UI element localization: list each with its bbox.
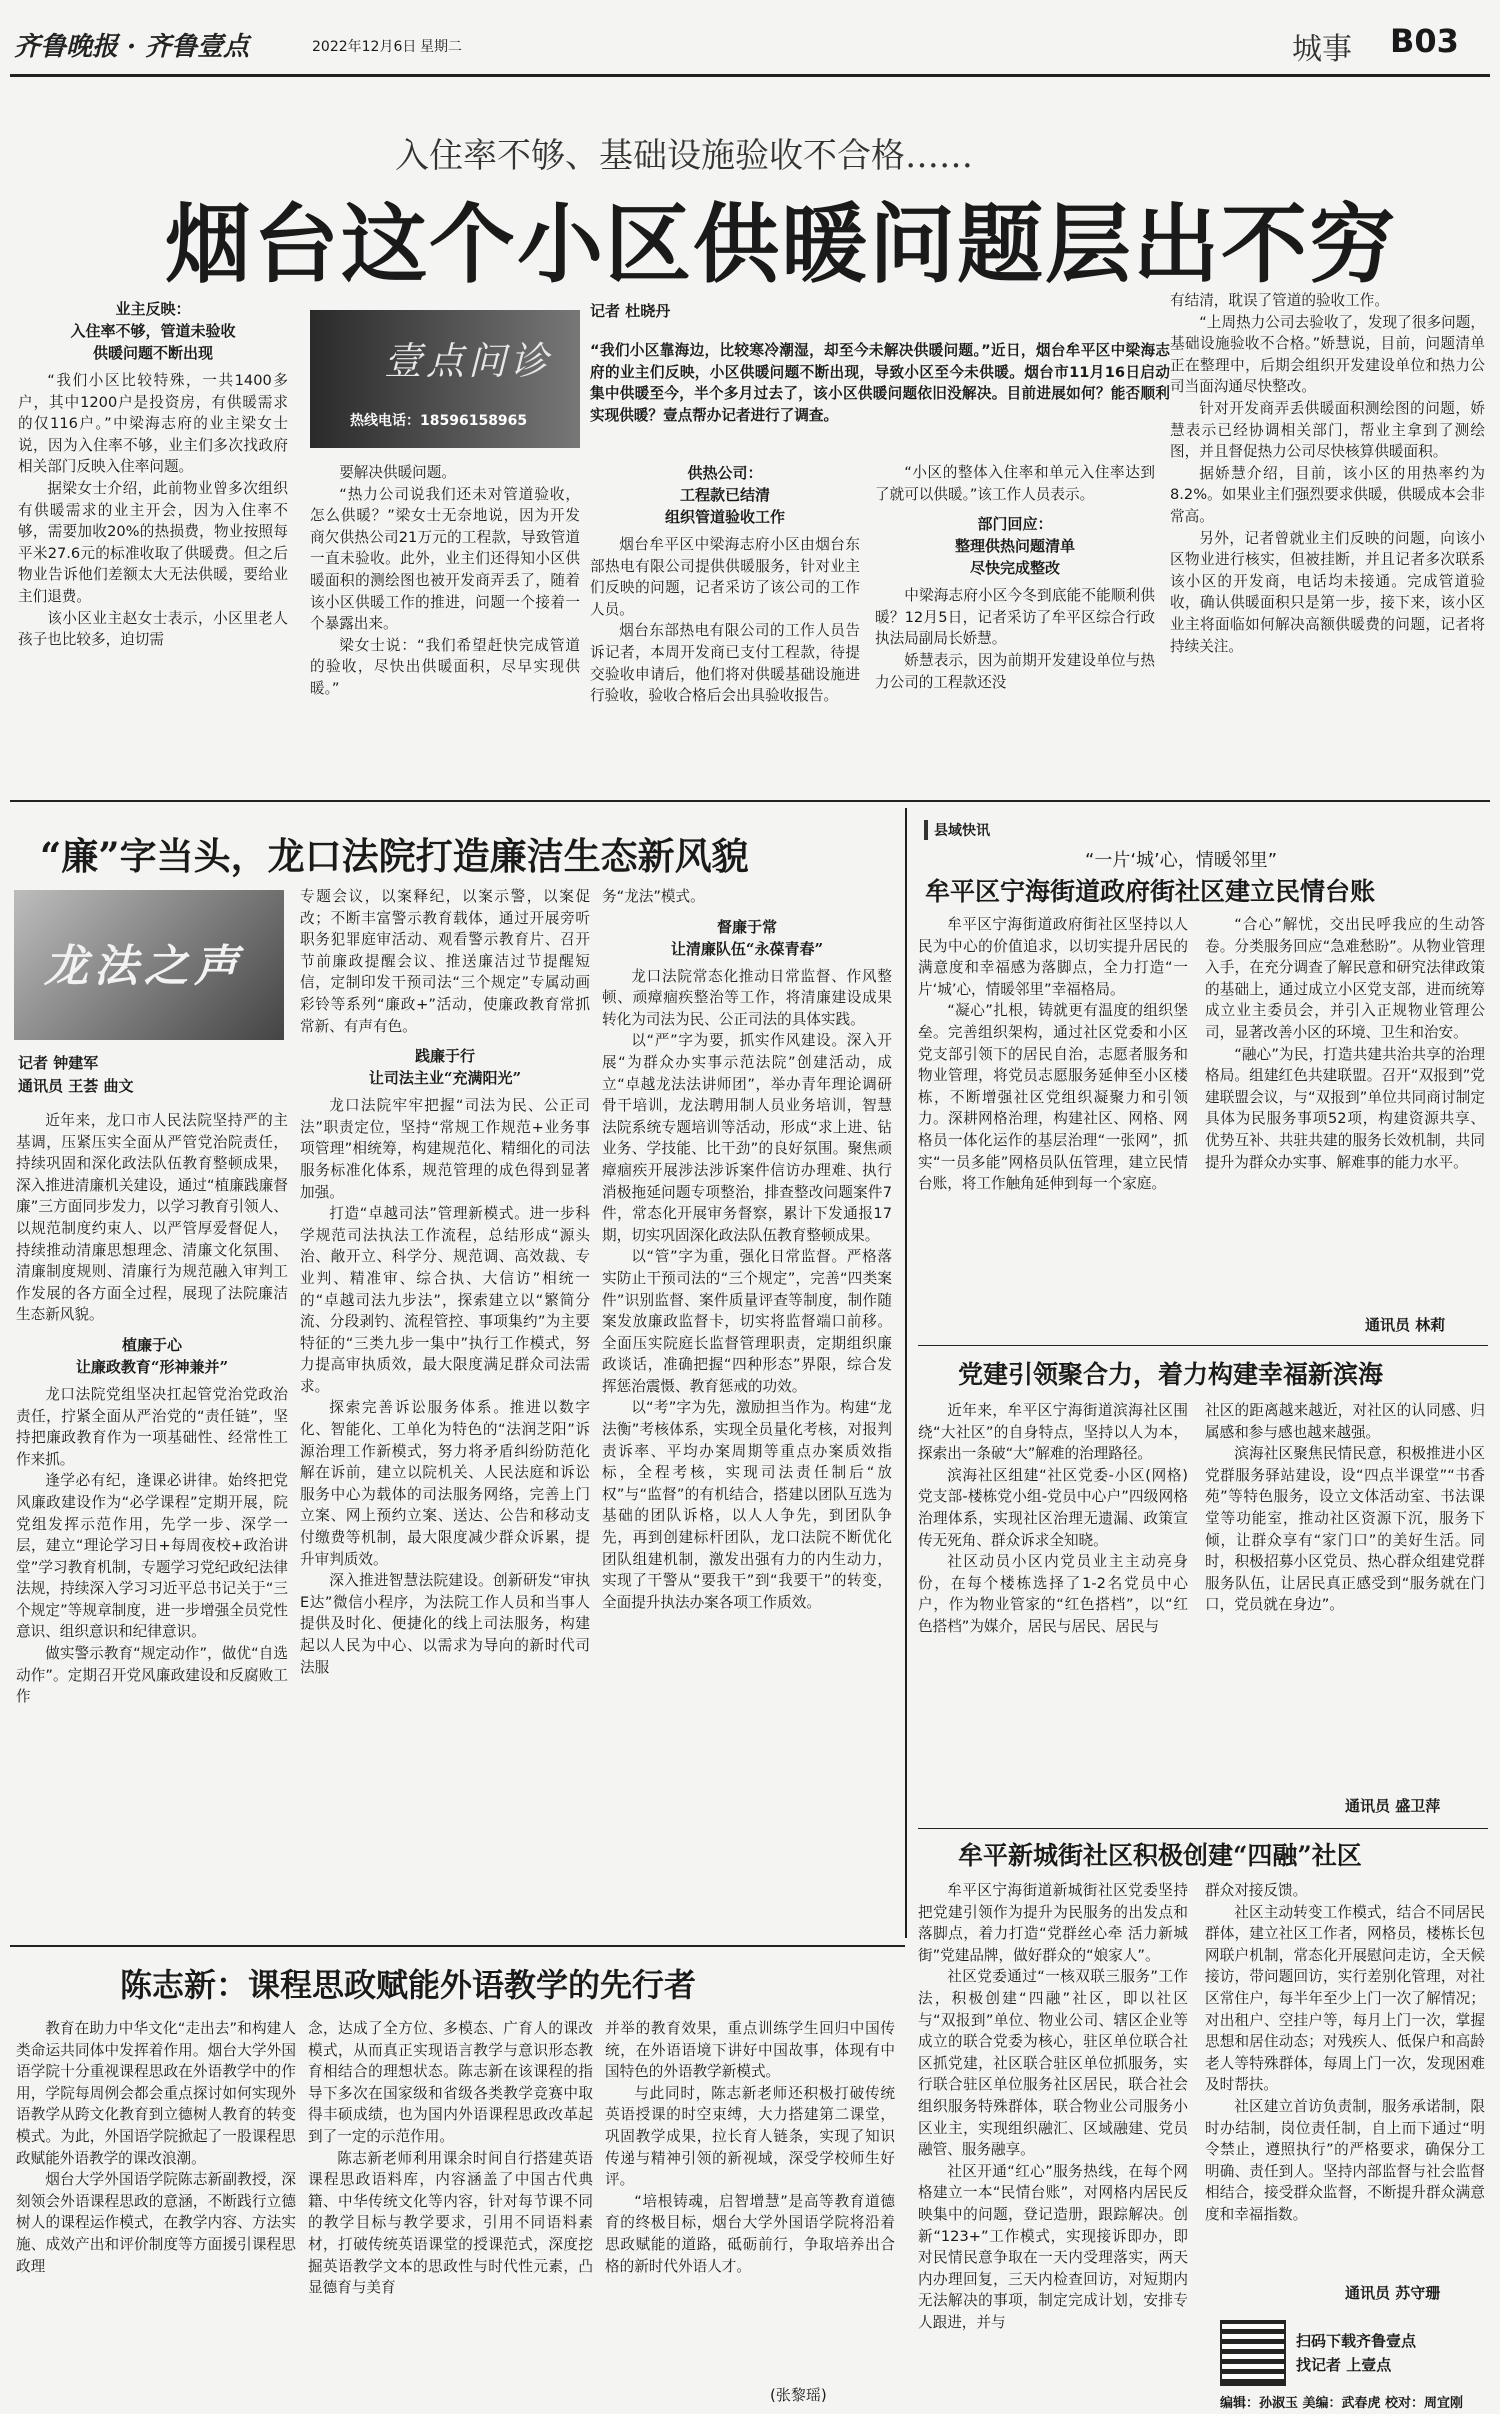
- paragraph: “小区的整体入住率和单元入住率达到了就可以供暖。”该工作人员表示。: [875, 464, 1155, 503]
- paragraph: “凝心”扎根，铸就更有温度的组织堡垒。完善组织架构，通过社区党委和小区党支部引领下的居民自治，志愿者服务和物业管理，将党员志愿服务延伸至小区楼栋，不断增强社区党组织凝聚力和引领力。深耕网格治理，构建社区、网格、网格员一体化运作的基层治理“一张网”，抓实“一员多能”网格员队伍管理，建立民情台账，将工作触角延伸到每一个家庭。: [918, 1002, 1188, 1193]
- paragraph: 社区建立首访负责制，服务承诺制，限时办结制，岗位责任制，自上而下通过“明令禁止，遵照执行”的严格要求，确保分工明确、责任到人。坚持内部监督与社会监督相结合，接受群众监督，不断提升群众满意度和幸福指数。: [1205, 2097, 1485, 2223]
- article4-headline: 党建引领聚合力，着力构建幸福新滨海: [958, 1360, 1384, 1389]
- paragraph: 以“考”字为先，激励担当作为。构建“龙法衡”考核体系，实现全员量化考核，对报判责诉率、平均办案周期等重点办案质效指标，全程考核，实现司法责任制后“放权”与“监督”的有机结合，搭建以团队互选为基础的团队诉格，以人人争先，到团队争先，再到创建标杆团队，龙口法院不断优化团队组建机制，激发出强有力的内生动力，实现了干警从“要我干”到“我要干”的转变，全面提升执法办案各项工作质效。: [602, 1399, 892, 1611]
- paragraph: 念，达成了全方位、多模态、广育人的课改模式，从而真正实现语言教学与意识形态教育相结合的理想状态。陈志新在该课程的指导下多次在国家级和省级各类教学竞赛中取得丰硕成绩，也为国内外语课程思政改革起到了一定的示范作用。: [308, 2020, 593, 2145]
- divider: [10, 800, 1490, 802]
- paragraph: 龙口法院牢牢把握“司法为民、公正司法”职责定位，坚持“常规工作规范+业务事项管理”相统筹，构建规范化、精细化的司法服务标准化体系，规范管理的成色得到显著加强。: [300, 1097, 590, 1201]
- paragraph: “培根铸魂，启智增慧”是高等教育道德育的终极目标，烟台大学外国语学院将沿着思政赋能的道路，砥砺前行，争取培养出合格的新时代外语人才。: [605, 2192, 895, 2275]
- article1-byline: 记者 杜晓丹: [590, 302, 671, 320]
- article1-kicker: 入住率不够、基础设施验收不合格……: [395, 136, 973, 176]
- paragraph: 逢学必有纪，逢课必讲律。始终把党风廉政建设作为“必学课程”定期开展，院党组发挥示范作用，先学一步、深学一层，建立“理论学习日+每周夜校+政治讲堂”学习教育机制，专题学习党纪政纪法律法规，持续深入学习习近平总书记关于“三个规定”等规章制度，进一步增强全员党性意识、组织意识和纪律意识。: [16, 1472, 288, 1641]
- paragraph: 并举的教育效果，重点训练学生回归中国传统，在外语语境下讲好中国故事，体现有中国特色的外语教学新模式。: [605, 2020, 895, 2081]
- paragraph: 社区开通“红心”服务热线，在每个网格建立一本“民情台账”，对网格内居民反映集中的问题，登记造册，跟踪解决。创新“123+”工作模式，实现接诉即办，即对民情民意争取在一天内受理落实，两天内办理回复，三天内检查回访，对短期内无法解决的事项，制定完成计划，安排专人跟进，并与: [918, 2162, 1188, 2331]
- article2-byline-reporter: 记者 钟建军: [18, 1054, 99, 1072]
- article3-kicker: “一片‘城’心，情暖邻里”: [1085, 850, 1278, 871]
- article5-column-2: [1205, 1880, 1485, 2280]
- article1-subhead-department: 部门回应： 整理供热问题清单 尽快完成整改: [954, 515, 1075, 578]
- paragraph: “我们小区比较特殊，一共1400多户，其中1200户是投资房，有供暖需求的仅116户。”中梁海志府的业主梁女士说，因为入住率不够，业主们多次找政府相关部门反映入住率问题。: [18, 372, 288, 476]
- paragraph: 烟台牟平区中梁海志府小区由烟台东部热电有限公司提供供暖服务，针对业主们反映的问题，记者采访了该公司的工作人员。: [590, 536, 860, 618]
- paragraph: “合心”解忧，交出民呼我应的生动答卷。分类服务回应“急难愁盼”。从物业管理入手，在充分调查了解民意和研究法律政策的基础上，通过成立小区党支部，进而统筹成立业主委员会，并引入正规物业管理公司，显著改善小区的环境、卫生和治安。: [1205, 916, 1485, 1041]
- paragraph: 以“管”字为重，强化日常监督。严格落实防止干预司法的“三个规定”，完善“四类案件”识别监督、案件质量评查等制度，制作随案发放廉政监督卡，切实将监督端口前移。全面压实院庭长监督管理职责，定期组织廉政谈话，准确把握“四种形态”界限，综合发挥惩治震慑、教育惩戒的功效。: [602, 1248, 892, 1395]
- paragraph: 社区动员小区内党员业主主动亮身份，在每个楼栋选择了1-2名党员中心户，作为物业管家的“红色搭档”，以“红色搭档”为媒介，居民与居民、居民与: [918, 1553, 1188, 1635]
- paragraph: “热力公司说我们还未对管道验收，怎么供暖？”梁女士无奈地说，因为开发商欠供热公司21万元的工程款，导致管道一直未验收。此外，业主们还得知小区供暖面积的测绘图也被开发商弄丢了，随着该小区供暖工作的推进，问题一个接着一个暴露出来。: [310, 485, 580, 633]
- divider: [918, 1828, 1488, 1829]
- article1-headline: 烟台这个小区供暖问题层出不穷: [165, 194, 1397, 295]
- paragraph: 近年来，牟平区宁海街道滨海社区围绕“大社区”的自身特点，坚持以人为本，探索出一条破“大”解难的治理路径。: [918, 1402, 1188, 1463]
- paragraph: 滨海社区组建“社区党委-小区(网格)党支部-楼栋党小组-党员中心户”四级网格治理体系，实现社区治理无遗漏、政策宣传无死角、群众诉求全知晓。: [918, 1466, 1188, 1549]
- article6-credit: (张黎瑶): [770, 2386, 827, 2404]
- paragraph: 针对开发商弄丢供暖面积测绘图的问题，娇慧表示已经协调相关部门，帮业主拿到了测绘图，并且督促热力公司尽快核算供暖面积。: [1170, 399, 1485, 461]
- paragraph: 社区的距离越来越近，对社区的认同感、归属感和参与感也越来越强。: [1205, 1402, 1485, 1441]
- masthead: 齐鲁晚报 · 齐鲁壹点: [14, 32, 250, 62]
- county-news-label: 县域快讯: [924, 820, 990, 840]
- paragraph: 与此同时，陈志新老师还积极打破传统英语授课的时空束缚，大力搭建第二课堂，巩固教学成果，拉长育人链条，实现了知识传递与精神引领的新视域，深受学校师生好评。: [605, 2084, 895, 2189]
- paragraph: 做实警示教育“规定动作”，做优“自选动作”。定期召开党风廉政建设和反腐败工作: [16, 1645, 288, 1706]
- paragraph: 务“龙法”模式。: [602, 888, 705, 905]
- paragraph: 牟平区宁海街道政府街社区坚持以人民为中心的价值追求，以切实提升居民的满意度和幸福感为落脚点，全力打造“一片‘城’心，情暖邻里”幸福格局。: [918, 916, 1188, 998]
- article2-column-3: [602, 886, 892, 1940]
- paragraph: 中梁海志府小区今冬到底能不能顺利供暖？12月5日，记者采访了牟平区综合行政执法局副局长娇慧。: [875, 587, 1155, 648]
- divider: [10, 1945, 905, 1947]
- paragraph: 据梁女士介绍，此前物业曾多次组织有供暖需求的业主开会，因为入住率不够，需要加收20%的热损费，物业按照每平米27.6元的标准收取了供暖费。但之后物业告诉他们差额太大无法供暖，要给业主们退费。: [18, 479, 288, 605]
- article1-column-2: [310, 462, 580, 770]
- paragraph: 教育在助力中华文化“走出去”和构建人类命运共同体中发挥着作用。烟台大学外国语学院十分重视课程思政在外语教学中的作用，学院每周例会都会重点探讨如何实现外语教学从跨文化教育到立德树人教育的转变模式。为此，外国语学院掀起了一股课程思政赋能外语教学的课改浪潮。: [16, 2020, 296, 2167]
- paragraph: 社区党委通过“一核双联三服务”工作法，积极创建“四融”社区，即以社区与“双报到”单位、物业公司、辖区企业等成立的联合党委为核心，驻区单位联合社区抓党建，社区联合驻区单位抓服务，实行联合驻区单位服务社区居民，联合社会组织服务特殊群体，联合物业公司服务小区业主，实现组织融汇、区域融建、党员融管、服务融享。: [918, 1968, 1188, 2159]
- hotline-badge: [310, 310, 580, 448]
- article3-column-2: [1205, 914, 1485, 1314]
- qr-code[interactable]: [1220, 2320, 1286, 2386]
- article1-column-4: [875, 462, 1155, 770]
- page-number: B03: [1390, 22, 1459, 60]
- article4-credit: 通讯员 盛卫萍: [1345, 1797, 1441, 1815]
- qr-label-contact: 找记者 上壹点: [1296, 2356, 1392, 2374]
- paragraph: 烟台东部热电有限公司的工作人员告诉记者，本周开发商已支付工程款，待提交验收申请后，他们将对供暖基础设施进行验收，验收合格后会出具验收报告。: [590, 622, 860, 705]
- article2-column-1: [16, 1110, 288, 1940]
- paragraph: 娇慧表示，因为前期开发建设单位与热力公司的工程款还没: [875, 651, 1155, 691]
- paragraph: 该小区业主赵女士表示，小区里老人孩子也比较多，迫切需: [18, 609, 288, 649]
- article4-column-2: [1205, 1400, 1485, 1790]
- paragraph: 社区主动转变工作模式，结合不同居民群体，建立社区工作者，网格员，楼栋长包网联户机制，常态化开展慰问走访，全天候接访，带问题回访，实行差别化管理，对社区常住户，每半年至少上门一次了解情况；对出租户、空挂户等，每月上门一次，掌握思想和居住动态；对残疾人、低保户和高龄老人等特殊群体，每周上门一次，发现困难及时帮扶。: [1205, 1903, 1485, 2094]
- section-name: 城事: [1292, 32, 1352, 67]
- article6-column-1: [16, 2018, 296, 2408]
- editor-credits: 编辑：孙淑玉 美编：武春虎 校对：周宜刚: [1220, 2396, 1464, 2411]
- article1-lead: “我们小区靠海边，比较寒冷潮湿，却至今未解决供暖问题。”近日，烟台牟平区中梁海志府的业主们反映，小区供暖问题不断出现，导致小区至今未供暖。烟台市11月16日启动集中供暖至今，半个多月过去了，该小区供暖问题依旧没解决。目前进展如何？能否顺利实现供暖？壹点帮办记者进行了调查。: [590, 342, 1170, 424]
- paragraph: 有结清，耽误了管道的验收工作。: [1170, 292, 1389, 309]
- divider: [905, 808, 907, 1938]
- paragraph: 牟平区宁海街道新城街社区党委坚持把党建引领作为提升为民服务的出发点和落脚点，着力打造“党群丝心牵 活力新城街”党建品牌，做好群众的“娘家人”。: [918, 1882, 1188, 1964]
- article2-subhead-1: 植廉于心 让廉政教育“形神兼并”: [75, 1335, 229, 1376]
- paragraph: “融心”为民，打造共建共治共享的治理格局。组建红色共建联盟。召开“双报到”党建联盟会议，与“双报到”单位共同商讨制定具体为民服务事项52项，构建资源共享、优势互补、共驻共建的服务长效机制，共同提升为群众办实事、解难事的能力水平。: [1205, 1045, 1485, 1171]
- article5-credit: 通讯员 苏守珊: [1345, 2284, 1441, 2302]
- paragraph: 探索完善诉讼服务体系。推进以数字化、智能化、工单化为特色的“法润芝阳”诉源治理工作新模式，努力将矛盾纠纷防范化解在诉前，建立以院机关、人民法庭和诉讼服务中心为载体的司法服务网络，完善上门立案、网上预约立案、送达、公告和移动支付缴费等机制，最大限度减少群众诉累，提升审判质效。: [300, 1399, 590, 1568]
- hotline-badge-title: 壹点问诊: [384, 339, 553, 383]
- paragraph: 梁女士说：“我们希望赶快完成管道的验收，尽快出供暖面积，尽早实现供暖。”: [310, 636, 580, 697]
- article1-column-5: [1170, 290, 1485, 770]
- paragraph: 龙口法院常态化推动日常监督、作风整顿、顽瘴痼疾整治等工作，将清廉建设成果转化为司法为民、公正司法的具体实践。: [602, 967, 892, 1028]
- paragraph: 要解决供暖问题。: [339, 464, 456, 481]
- article1-column-3: [590, 462, 860, 770]
- article2-byline-correspondents: 通讯员 王荟 曲文: [18, 1077, 134, 1095]
- article5-column-1: [918, 1880, 1188, 2410]
- paragraph: 近年来，龙口市人民法院坚持严的主基调，压紧压实全面从严管党治院责任，持续巩固和深化政法队伍教育整顿成果，深入推进清廉机关建设，通过“植廉践廉督廉”三方面同步发力，以学习教育引领人、以规范制度约束人、以严管厚爱督促人，持续推动清廉思想理念、清廉文化氛围、清廉制度规则、清廉行为规范融入审判工作发展的各方面全过程，展现了法院廉洁生态新风貌。: [16, 1112, 288, 1324]
- article5-headline: 牟平新城街社区积极创建“四融”社区: [958, 1841, 1362, 1870]
- article1-subhead-heating-company: 供热公司： 工程款已结清 组织管道验收工作: [664, 464, 785, 526]
- divider: [918, 1345, 1488, 1346]
- article6-column-3: [605, 2018, 895, 2378]
- header-rule: [10, 74, 1490, 77]
- paragraph: 陈志新老师利用课余时间自行搭建英语课程思政语料库，内容涵盖了中国古代典籍、中华传统文化等内容，针对每节课不同的教学目标与教学要求，引用不同语料素材，打破传统英语课堂的授课范式，深度挖掘英语教学文本的思政性与时代性元素，凸显德育与美育: [308, 2149, 593, 2297]
- article4-column-1: [918, 1400, 1188, 1820]
- paragraph: 据娇慧介绍，目前，该小区的用热率约为8.2%。如果业主们强烈要求供暖，供暖成本会非常高。: [1170, 464, 1485, 525]
- issue-weekday: 星期二: [420, 39, 462, 55]
- paragraph: 滨海社区聚焦民情民意，积极推进小区党群服务驿站建设，设“四点半课堂”“书香苑”等特色服务，设立文体活动室、书法课堂等功能室，推动社区资源下沉，服务下倾，让群众享有“家门口”的美好生活。同时，积极招募小区党员、热心群众组建党群服务队伍，让居民真正感受到“服务就在门口，党员就在身边”。: [1205, 1445, 1485, 1614]
- paragraph: 以“严”字为要，抓实作风建设。深入开展“为群众办实事示范法院”创建活动，成立“卓越龙法法讲师团”，举办青年理论调研骨干培训，龙法聘用制人员业务培训，智慧法院系统专题培训等活动，形成“求上进、钻业务、学技能、比干劲”的良好氛围。聚焦顽瘴痼疾开展涉法涉诉案件信访办理难、执行消极拖延问题专项整治，排查整改问题案件7件，常态化开展审务督察，累计下发通报17期，切实巩固深化政法队伍教育整顿成果。: [602, 1032, 892, 1244]
- article3-credit: 通讯员 林莉: [1365, 1316, 1446, 1334]
- paragraph: 烟台大学外国语学院陈志新副教授，深刻领会外语课程思政的意涵，不断践行立德树人的课程运作模式，在教学内容、方法实施、成效产出和评价制度等方面援引课程思政理: [16, 2171, 296, 2275]
- article3-column-1: [918, 914, 1188, 1344]
- paragraph: 深入推进智慧法院建设。创新研发“审执E达”微信小程序，为法院工作人员和当事人提供及时化、便捷化的线上司法服务，构建起以人民为中心、以需求为导向的新时代司法服: [300, 1572, 590, 1676]
- hotline-number: 热线电话：18596158965: [350, 413, 528, 429]
- article2-headline: “廉”字当头，龙口法院打造廉洁生态新风貌: [40, 834, 749, 878]
- paragraph: 另外，记者曾就业主们反映的问题，向该小区物业进行核实，但被挂断，并且记者多次联系该小区的开发商，电话均未接通。完成管道验收，确认供暖面积只是第一步，接下来，该小区业主将面临如何解决高额供暖费的问题，记者将持续关注。: [1170, 529, 1485, 655]
- issue-date: 2022年12月6日: [312, 39, 417, 55]
- paragraph: “上周热力公司去验收了，发现了很多问题，基础设施验收不合格。”娇慧说，目前，问题清单正在整理中，后期会组织开发建设单位和热力公司当面沟通尽快整改。: [1170, 313, 1485, 396]
- article2-badge: [14, 890, 284, 1040]
- paragraph: 群众对接反馈。: [1205, 1882, 1308, 1899]
- article6-column-2: [308, 2018, 593, 2408]
- article2-badge-text: 龙法之声: [44, 941, 244, 992]
- article2-subhead-2: 践廉于行 让司法主业“充满阳光”: [368, 1047, 522, 1088]
- paragraph: 专题会议，以案释纪，以案示警，以案促改；不断丰富警示教育载体，通过开展旁听职务犯罪庭审活动、观看警示教育片、召开节前廉政提醒会议、推送廉洁过节提醒短信，定制印发干预司法“三个规定”专属动画彩铃等系列“廉政+”活动，使廉政教育常抓常新、有声有色。: [300, 888, 590, 1035]
- paragraph: 龙口法院党组坚决扛起管党治党政治责任，拧紧全面从严治党的“责任链”，坚持把廉政教育作为一项基础性、经常性工作来抓。: [16, 1385, 288, 1468]
- article2-subhead-3: 督廉于常 让清廉队伍“永葆青春”: [670, 917, 824, 958]
- article1-subhead-owners: 业主反映： 入住率不够，管道未验收 供暖问题不断出现: [70, 300, 236, 362]
- article2-column-2: [300, 886, 590, 1940]
- qr-label-download: 扫码下载齐鲁壹点: [1296, 2332, 1417, 2350]
- article6-headline: 陈志新：课程思政赋能外语教学的先行者: [120, 1966, 697, 2004]
- article1-column-1: [18, 290, 288, 770]
- paragraph: 打造“卓越司法”管理新模式。进一步科学规范司法执法工作流程，总结形成“源头治、敞开立、科学分、规范调、高效裁、专业判、精准审、综合执、大信访”相统一的“卓越司法九步法”，探索建立以“繁简分流、分段剥钓、流程管控、事项集约”为主要特征的“三类九步一集中”执行工作模式，努力提高审执质效，最大限度满足群众司法需求。: [300, 1205, 590, 1395]
- article3-headline: 牟平区宁海街道政府街社区建立民情台账: [925, 877, 1376, 906]
